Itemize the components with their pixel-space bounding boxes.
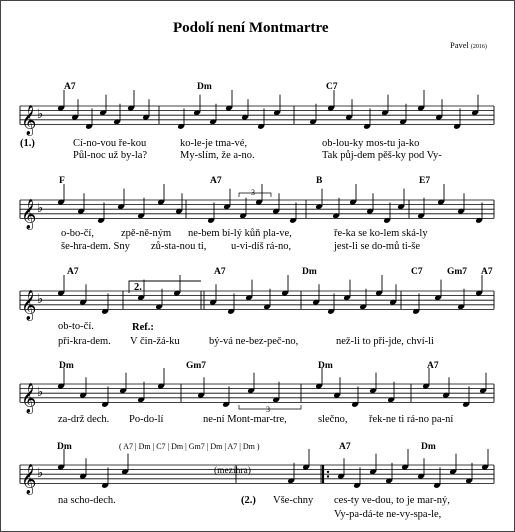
chord-label: F xyxy=(59,176,65,186)
lyric-line: při-kra-dem. xyxy=(58,336,111,347)
key-signature-flat: ♭ xyxy=(37,201,44,217)
triplet-bracket xyxy=(239,193,271,197)
lyric-line: ne-ní Mont-mar-tre, xyxy=(203,414,287,425)
treble-clef: 𝄞 xyxy=(21,383,37,414)
chord-label: A7 xyxy=(481,267,493,277)
triplet-bracket xyxy=(239,405,301,409)
lyric-line: ces-ty ve-dou, to je mar-ný, xyxy=(334,495,450,506)
chord-label: A7 xyxy=(210,176,222,186)
song-author: Pavel (2016) xyxy=(450,40,487,50)
interlude-progression: ( A7 | Dm | C7 | Dm | Gm7 | Dm | A7 | Dm ) xyxy=(119,442,260,451)
lyric-line: Vše-chny xyxy=(273,495,314,506)
chord-label: A7 xyxy=(214,267,226,277)
key-signature-flat: ♭ xyxy=(37,292,44,308)
triplet-number: 3 xyxy=(251,188,255,197)
chord-label: A7 xyxy=(427,361,439,371)
lyric-line: na scho-dech. xyxy=(58,495,116,506)
chord-label: Dm xyxy=(421,442,436,452)
key-signature-flat: ♭ xyxy=(37,466,44,482)
lyric-line: bý-vá ne-bez-peč-no, xyxy=(209,336,299,347)
lyric-line: u-vi-díš rá-no, xyxy=(231,241,292,252)
chord-label: A7 xyxy=(64,82,76,92)
lyric-line: Vy-pa-dá-te ne-vy-spa-le, xyxy=(334,509,442,520)
key-signature-flat: ♭ xyxy=(37,107,44,123)
verse-number: (2.) xyxy=(241,495,256,506)
lyric-line: še-hra-dem. Sny xyxy=(61,241,130,252)
music-notation xyxy=(1,1,514,531)
lyric-line: My-slím, že a-no. xyxy=(180,150,255,161)
verse-number: (1.) xyxy=(20,138,35,149)
refrain-label: Ref.: xyxy=(132,322,154,333)
lyric-line: zů-sta-nou ti, xyxy=(151,241,207,252)
chord-label: Dm xyxy=(57,442,72,452)
lyric-line: ob-lou-ky mos-tu ja-ko xyxy=(322,138,420,149)
lyric-line: ko-le-je tma-vé, xyxy=(180,138,248,149)
lyric-line: V čin-žá-ku xyxy=(130,336,180,347)
lyric-line: ře-ka se ko-lem ská-ly xyxy=(334,228,428,239)
treble-clef: 𝄞 xyxy=(21,199,37,230)
lyric-line: slečno, xyxy=(318,414,348,425)
lyric-line: Půl-noc už by-la? xyxy=(73,150,148,161)
repeat-dot xyxy=(327,471,329,473)
repeat-dot xyxy=(327,475,329,477)
chord-label: E7 xyxy=(419,176,431,186)
treble-clef: 𝄞 xyxy=(21,105,37,136)
chord-label: B xyxy=(316,176,323,186)
lyric-line: Tak půj-dem pěš-ky pod Vy- xyxy=(322,150,442,161)
lyric-line: Cí-no-vou ře-kou xyxy=(73,138,147,149)
lyric-line: zpě-ně-ným xyxy=(121,228,172,239)
treble-clef: 𝄞 xyxy=(21,290,37,321)
chord-label: A7 xyxy=(339,442,351,452)
lyric-line: řek-ne ti rá-no pa-ní xyxy=(369,414,454,425)
chord-label: A7 xyxy=(67,267,79,277)
lyric-line: ne-bem bí-lý kůň pla-ve, xyxy=(188,228,292,239)
chord-label: Gm7 xyxy=(447,267,468,277)
chord-label: Dm xyxy=(318,361,333,371)
chord-label: Dm xyxy=(197,82,212,92)
lyric-line: jest-li se do-mů ti-še xyxy=(334,241,421,252)
lyric-line: o-bo-čí, xyxy=(61,228,94,239)
volta-label: 2. xyxy=(134,282,142,293)
lyric-line: za-drž dech. xyxy=(58,414,110,425)
lyric-line: Po-do-lí xyxy=(129,414,164,425)
chord-label: C7 xyxy=(411,267,423,277)
key-signature-flat: ♭ xyxy=(37,385,44,401)
lyric-line: ob-to-čí. xyxy=(58,321,94,332)
treble-clef: 𝄞 xyxy=(21,464,37,495)
chord-label: Dm xyxy=(302,267,317,277)
chord-label: Dm xyxy=(59,361,74,371)
triplet-number: 3 xyxy=(266,405,270,414)
song-title: Podolí není Montmartre xyxy=(173,20,329,36)
chord-label: Gm7 xyxy=(186,361,207,371)
chord-label: C7 xyxy=(326,82,338,92)
interlude-label: (mezihra) xyxy=(214,466,251,476)
lyric-line: než-li to při-jde, chví-li xyxy=(336,336,434,347)
